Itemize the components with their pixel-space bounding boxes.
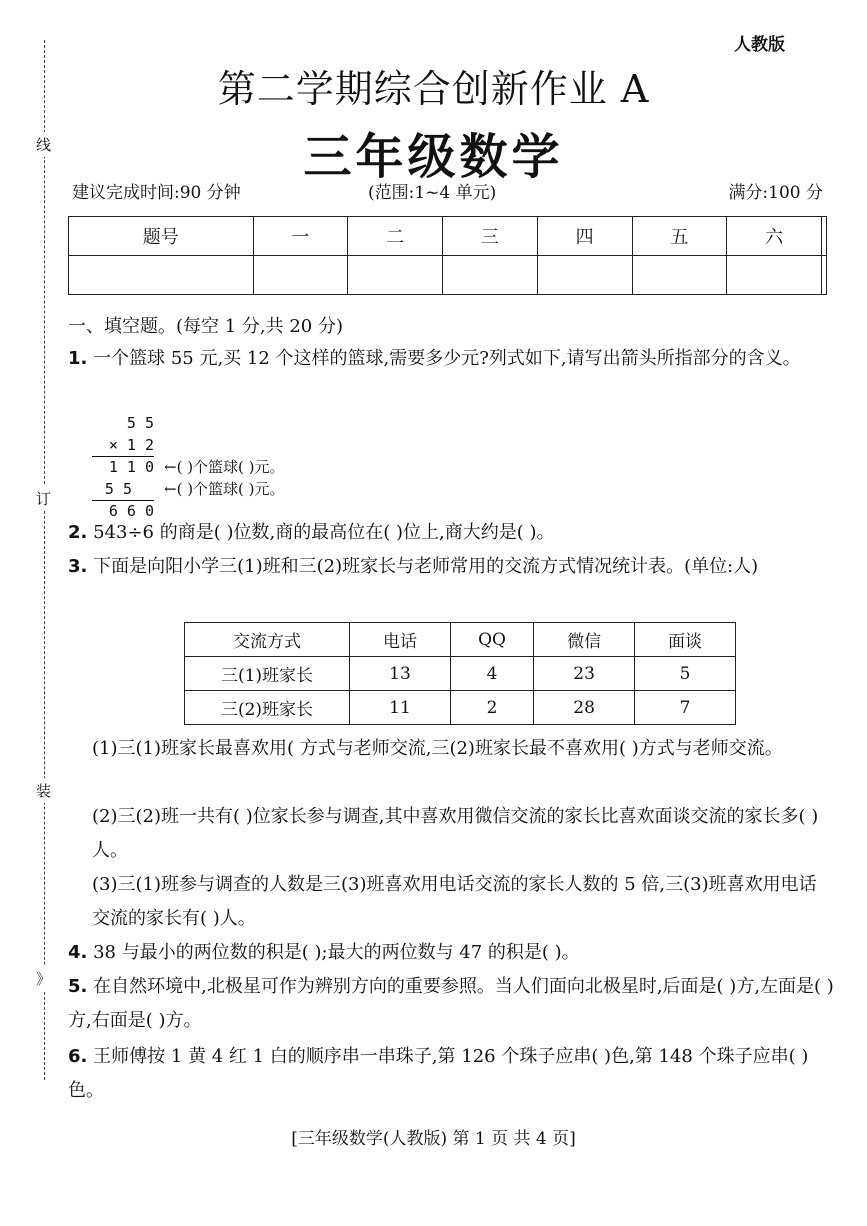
- stats-header: 面谈: [635, 623, 736, 657]
- question-number: 4.: [68, 942, 88, 963]
- edition-label: 人教版: [734, 35, 785, 55]
- stats-header: 交流方式: [185, 623, 350, 657]
- stats-cell: 4: [450, 657, 533, 691]
- score-header: [822, 217, 827, 256]
- product: 6 6 0: [108, 502, 154, 520]
- stats-header: QQ: [450, 623, 533, 657]
- sub-question-3[interactable]: (3)三(1)班参与调查的人数是三(3)班喜欢用电话交流的家长人数的 5 倍,三(3)班喜欢用电话交流的家长有( )人。: [92, 874, 817, 929]
- question-number: 5.: [68, 976, 88, 997]
- stats-cell: 三(1)班家长: [185, 657, 350, 691]
- table-row: [185, 657, 736, 691]
- calc-rule: [92, 500, 154, 501]
- sub-question-1[interactable]: (1)三(1)班家长最喜欢用( 方式与老师交流,三(2)班家长最不喜欢用( )方式与老师交流。: [92, 738, 783, 759]
- question-6: [68, 1040, 838, 1108]
- multiplier: × 1 2: [108, 436, 154, 454]
- stats-cell: 7: [635, 691, 736, 725]
- page-footer: [三年级数学(人教版) 第 1 页 共 4 页]: [291, 1129, 576, 1149]
- stats-header: 微信: [534, 623, 635, 657]
- multiplicand: 5 5: [126, 414, 154, 432]
- scope: (范围:1~4 单元): [368, 183, 497, 203]
- question-text[interactable]: 38 与最小的两位数的积是( );最大的两位数与 47 的积是( )。: [93, 942, 580, 963]
- table-row: [185, 691, 736, 725]
- question-number: 2.: [68, 522, 88, 543]
- stats-cell: 11: [350, 691, 451, 725]
- score-header: 二: [348, 217, 443, 256]
- question-5: [68, 970, 838, 1038]
- score-header: 三: [443, 217, 538, 256]
- question-number: 1.: [68, 348, 88, 369]
- score-header: 题号: [69, 217, 254, 256]
- question-number: 6.: [68, 1046, 88, 1067]
- score-cell[interactable]: [632, 256, 727, 295]
- score-header: 五: [632, 217, 727, 256]
- binding-char: 装: [36, 778, 51, 803]
- blank-note-2[interactable]: ←( )个篮球( )元。: [164, 480, 285, 498]
- score-header: 一: [253, 217, 348, 256]
- stats-table: [184, 622, 736, 725]
- binding-char: 订: [36, 486, 51, 511]
- score-header: 四: [537, 217, 632, 256]
- section-title: 一、填空题。(每空 1 分,共 20 分): [68, 316, 344, 337]
- score-header: 六: [727, 217, 822, 256]
- stats-cell: 5: [635, 657, 736, 691]
- question-4: [68, 936, 838, 970]
- stats-header: 电话: [350, 623, 451, 657]
- vertical-multiplication: [92, 412, 285, 522]
- question-text: 下面是向阳小学三(1)班和三(2)班家长与老师常用的交流方式情况统计表。(单位:人): [93, 556, 759, 577]
- sub-question-2[interactable]: (2)三(2)班一共有( )位家长参与调查,其中喜欢用微信交流的家长比喜欢面谈交流的家长多( )人。: [92, 806, 819, 861]
- stats-cell: 三(2)班家长: [185, 691, 350, 725]
- score-cell[interactable]: [537, 256, 632, 295]
- partial-product-1: 1 1 0: [108, 458, 154, 476]
- binding-char: 线: [36, 132, 51, 157]
- score-cell[interactable]: [69, 256, 254, 295]
- score-cell[interactable]: [348, 256, 443, 295]
- calc-rule: [92, 456, 154, 457]
- question-number: 3.: [68, 556, 88, 577]
- question-text: 一个篮球 55 元,买 12 个这样的篮球,需要多少元?列式如下,请写出箭头所指部分的含义。: [93, 348, 801, 369]
- binding-char: 》: [36, 966, 51, 991]
- page-title: 三年级数学: [303, 129, 564, 185]
- score-cell[interactable]: [443, 256, 538, 295]
- score-cell[interactable]: [822, 256, 827, 295]
- question-text[interactable]: 王师傅按 1 黄 4 红 1 白的顺序串一串珠子,第 126 个珠子应串( )色,第 148 个珠子应串( )色。: [68, 1046, 809, 1101]
- stats-cell: 28: [534, 691, 635, 725]
- full-score: 满分:100 分: [728, 183, 823, 203]
- score-table: [68, 216, 827, 295]
- question-2: [68, 516, 838, 550]
- score-cell[interactable]: [727, 256, 822, 295]
- question-1: [68, 342, 838, 376]
- score-cell[interactable]: [253, 256, 348, 295]
- stats-cell: 13: [350, 657, 451, 691]
- partial-product-2: 5 5: [104, 480, 132, 498]
- question-text[interactable]: 543÷6 的商是( )位数,商的最高位在( )位上,商大约是( )。: [93, 522, 555, 543]
- page-subtitle: 第二学期综合创新作业 A: [217, 67, 650, 111]
- blank-note-1[interactable]: ←( )个篮球( )元。: [164, 458, 285, 476]
- stats-cell: 23: [534, 657, 635, 691]
- question-3: [68, 550, 838, 584]
- question-text[interactable]: 在自然环境中,北极星可作为辨别方向的重要参照。当人们面向北极星时,后面是( )方,左面是( )方,右面是( )方。: [68, 976, 834, 1031]
- binding-line: [44, 40, 45, 1080]
- stats-cell: 2: [450, 691, 533, 725]
- suggested-time: 建议完成时间:90 分钟: [72, 183, 241, 203]
